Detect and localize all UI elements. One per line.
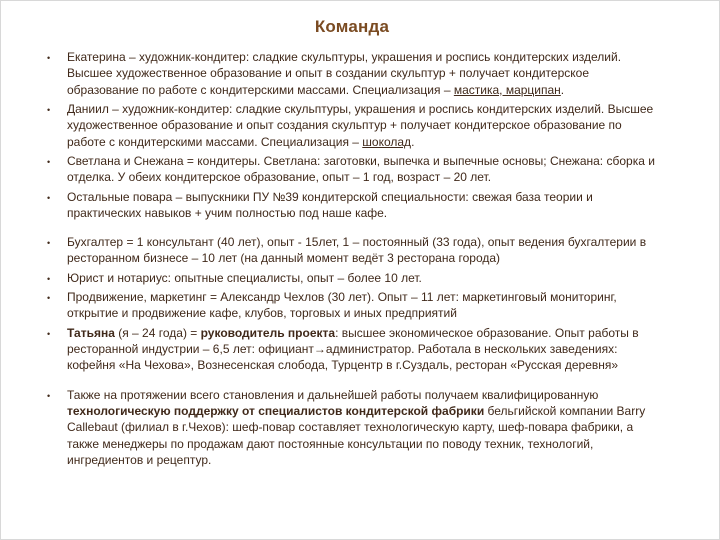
- bullet-text: Остальные повара – выпускники ПУ №39 кондитерской специальности: свежая база теории и практических навыков + учим полностью под наше кафе.: [67, 189, 593, 220]
- bullet-item: [41, 153, 663, 186]
- bullet-marker: •: [47, 293, 51, 304]
- bullet-group: [41, 234, 663, 374]
- bullet-item: [41, 289, 663, 322]
- bullet-item: [41, 49, 663, 98]
- bullet-text: Юрист и нотариус: опытные специалисты, опыт – более 10 лет.: [67, 270, 422, 285]
- bullet-list: [41, 49, 663, 468]
- bullet-text: Татьяна (я – 24 года) = руководитель проекта: высшее экономическое образование. Опыт работы в ресторанной индустрии – 6,5 лет: официант→администратор. Работала в нескольких заведениях: кофейня «На Чехова», Вознесенская слобода, Турцентр в г.Суздаль, ресторан «Русская деревня»: [67, 325, 639, 373]
- bullet-marker: •: [47, 238, 51, 249]
- bullet-text: Продвижение, маркетинг = Александр Чехлов (30 лет). Опыт – 11 лет: маркетинговый мониторинг, открытие и продвижение кафе, клубов, торговых и иных предприятий: [67, 290, 617, 321]
- slide-title: Команда: [314, 17, 390, 36]
- bullet-text: Бухгалтер = 1 консультант (40 лет), опыт - 15лет, 1 – постоянный (33 года), опыт ведения бухгалтерии в ресторанном бизнесе – 10 лет (на данный момент ведёт 3 ресторана города): [67, 235, 647, 266]
- bullet-text: Екатерина – художник-кондитер: сладкие скульптуры, украшения и роспись кондитерских изделий. Высшее художественное образование и опыт в создании скульптур + получает кондитерское образование по работе с кондитерскими массами. Специализация – мастика, марципан.: [67, 50, 622, 97]
- bullet-group: [41, 387, 663, 469]
- bullet-marker: •: [47, 192, 51, 203]
- bullet-marker: •: [47, 273, 51, 284]
- bullet-marker: •: [47, 104, 51, 115]
- bullet-item: [41, 101, 663, 150]
- bullet-item: [41, 189, 663, 222]
- bullet-marker: •: [47, 328, 51, 339]
- bullet-item: [41, 270, 663, 286]
- bullet-marker: •: [47, 156, 51, 167]
- bullet-marker: •: [47, 390, 51, 401]
- bullet-text: Светлана и Снежана = кондитеры. Светлана: заготовки, выпечка и выпечные основы; Снежана: сборка и отделка. У обеих кондитерское образование, опыт – 1 год, возраст – 20 лет.: [67, 153, 655, 185]
- bullet-group: [41, 49, 663, 221]
- bullet-item: [41, 325, 663, 374]
- bullet-text: Даниил – художник-кондитер: сладкие скульптуры, украшения и роспись кондитерских изделий. Высшее художественное образование и опыт создания скульптур + получает кондитерское образование по работе с кондитерскими массами. Специализация – шоколад.: [67, 101, 654, 149]
- bullet-text: Также на протяжении всего становления и дальнейшей работы получаем квалифицированную технологическую поддержку от специалистов кондитерской фабрики бельгийской компании Barry Callebaut (филиал в г.Чехов): шеф-повар составляет технологическую карту, шеф-повара фабрики, а также менеджеры по продажам дают постоянные консультации по поводу техник, технологий, ингредиентов и рецептур.: [67, 387, 646, 467]
- bullet-marker: •: [47, 53, 51, 63]
- bullet-item: [41, 234, 663, 267]
- bullet-item: [41, 387, 663, 469]
